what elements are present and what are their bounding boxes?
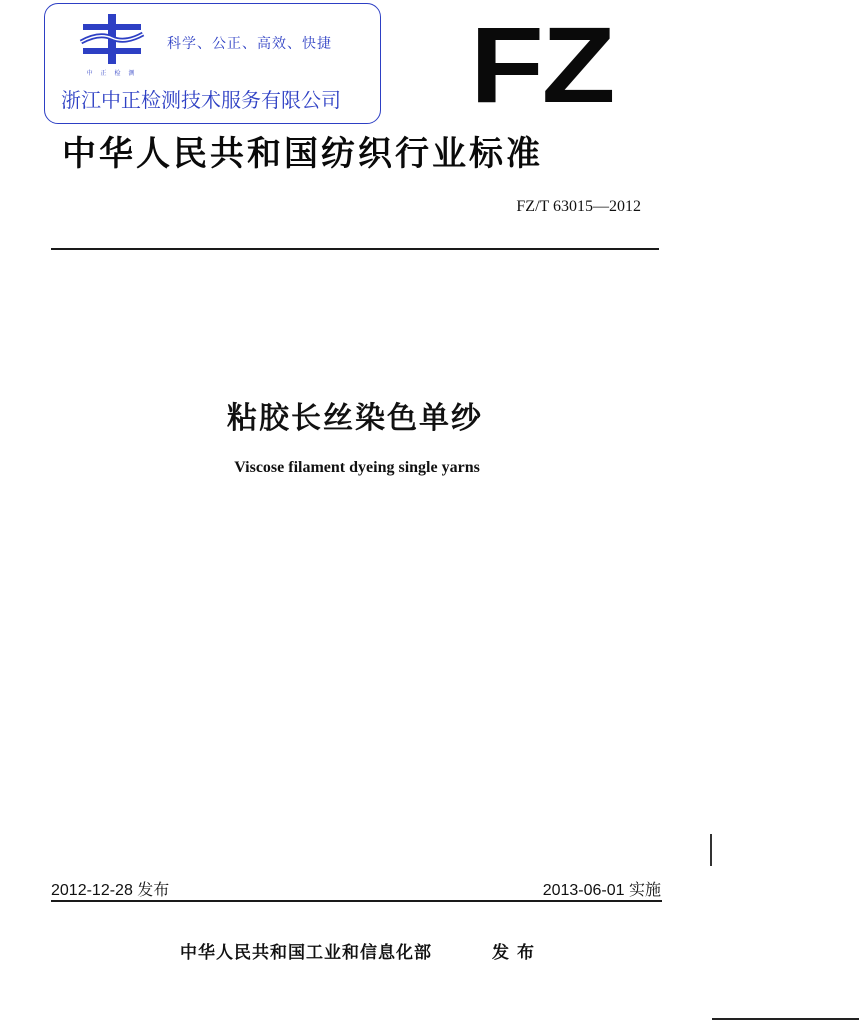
footer-divider [51, 900, 662, 902]
company-stamp [44, 3, 381, 124]
implementation-date: 2013-06-01 实施 [542, 882, 661, 899]
issue-action: 发布 [492, 943, 542, 963]
scan-bottom-mark [712, 1018, 859, 1020]
issue-date: 2012-12-28 发布 [51, 882, 170, 899]
stamp-company-name: 浙江中正检测技术服务有限公司 [61, 88, 341, 112]
issuing-authority: 中华人民共和国工业和信息化部 [180, 943, 432, 963]
company-logo-icon [79, 12, 145, 66]
stamp-logo-caption: 中 正 检 测 [86, 70, 138, 77]
standard-category: 中华人民共和国纺织行业标准 [62, 134, 543, 174]
header-divider [51, 248, 659, 250]
standard-code-logo: FZ [470, 4, 614, 125]
document-title-chinese: 粘胶长丝染色单纱 [227, 401, 483, 436]
document-title-english: Viscose filament dyeing single yarns [234, 459, 480, 476]
scan-edge-mark [710, 834, 712, 866]
standard-number: FZ/T 63015—2012 [516, 198, 641, 215]
stamp-slogan: 科学、公正、高效、快捷 [167, 36, 332, 52]
